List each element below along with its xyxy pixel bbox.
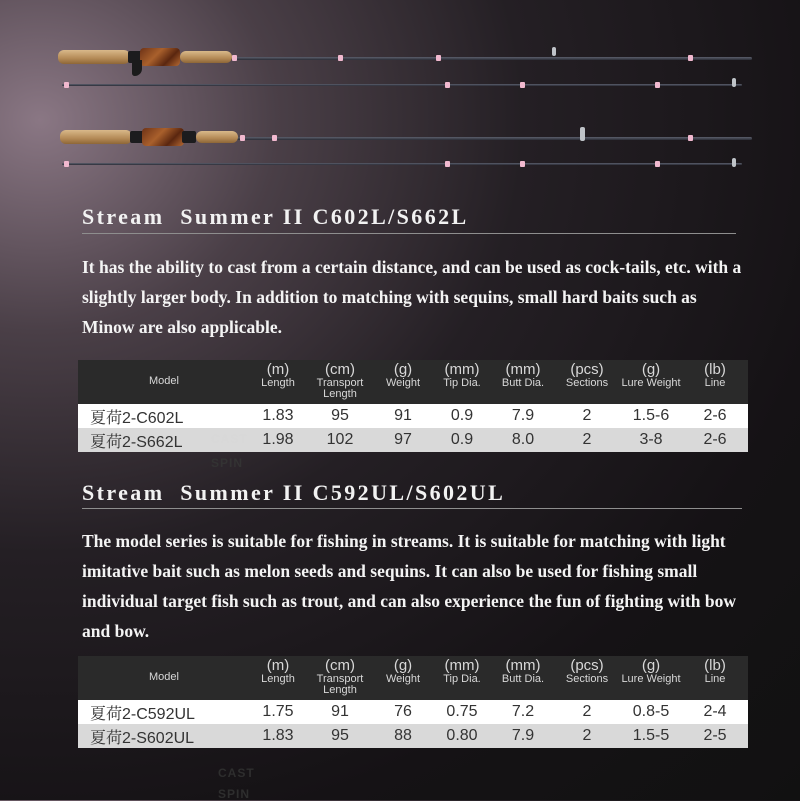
header-length: (m) Length	[250, 360, 306, 404]
header-length: (m) Length	[250, 656, 306, 700]
section-title: Stream Summer II C602L/S662L	[82, 204, 469, 229]
table-row: 夏荷2-C592UL 1.75 91 76 0.75 7.2 2 0.8-5 2-4	[78, 700, 748, 724]
header-lure: (g) Lure Weight	[620, 656, 682, 700]
header-transport: (cm) Transport Length	[306, 360, 374, 404]
rear-grip	[60, 130, 132, 144]
header-transport: (cm) Transport Length	[306, 656, 374, 700]
spec-table	[78, 656, 748, 748]
header-line: (lb) Line	[682, 360, 748, 404]
header-weight: (g) Weight	[374, 360, 432, 404]
header-tip: (mm) Tip Dia.	[432, 360, 492, 404]
table-row: 夏荷2-C602L 1.83 95 91 0.9 7.9 2 1.5-6 2-6	[78, 404, 748, 428]
header-line: (lb) Line	[682, 656, 748, 700]
section-title: Stream Summer II C592UL/S602UL	[82, 480, 506, 505]
cast-label: CAST	[211, 432, 248, 446]
header-sections: (pcs) Sections	[554, 656, 620, 700]
header-model: Model	[78, 656, 250, 700]
reel-seat-insert	[142, 128, 184, 146]
table-row: 夏荷2-S662L 1.98 102 97 0.9 8.0 2 3-8 2-6	[78, 428, 748, 452]
header-butt: (mm) Butt Dia.	[492, 656, 554, 700]
table-row: 夏荷2-S602UL 1.83 95 88 0.80 7.9 2 1.5-5 2-5	[78, 724, 748, 748]
table-header-row	[78, 360, 748, 404]
header-model: Model	[78, 360, 250, 404]
header-butt: (mm) Butt Dia.	[492, 360, 554, 404]
header-tip: (mm) Tip Dia.	[432, 656, 492, 700]
spec-table	[78, 360, 748, 452]
title-divider	[82, 508, 742, 509]
reel-seat-insert	[140, 48, 180, 66]
header-weight: (g) Weight	[374, 656, 432, 700]
header-lure: (g) Lure Weight	[620, 360, 682, 404]
section-description: The model series is suitable for fishing in streams. It is suitable for matching with light imitative bait such as melon seeds and sequins. It can also be used for fishing small individual target fish such as trout, and can also experience the fun of fighting with bow and bow.	[82, 531, 737, 641]
fore-grip	[180, 51, 232, 63]
table-header-row	[78, 656, 748, 700]
header-sections: (pcs) Sections	[554, 360, 620, 404]
spin-label: SPIN	[218, 787, 251, 801]
fore-grip	[196, 131, 238, 143]
section-description: It has the ability to cast from a certain distance, and can be used as cock-tails, etc. with a slightly larger body. In addition to matching with sequins, small hard baits such as Minow are also applicable.	[82, 257, 742, 337]
rear-grip	[58, 50, 130, 64]
title-divider	[82, 233, 736, 234]
cast-label: CAST	[218, 766, 255, 780]
spin-label: SPIN	[211, 456, 244, 470]
